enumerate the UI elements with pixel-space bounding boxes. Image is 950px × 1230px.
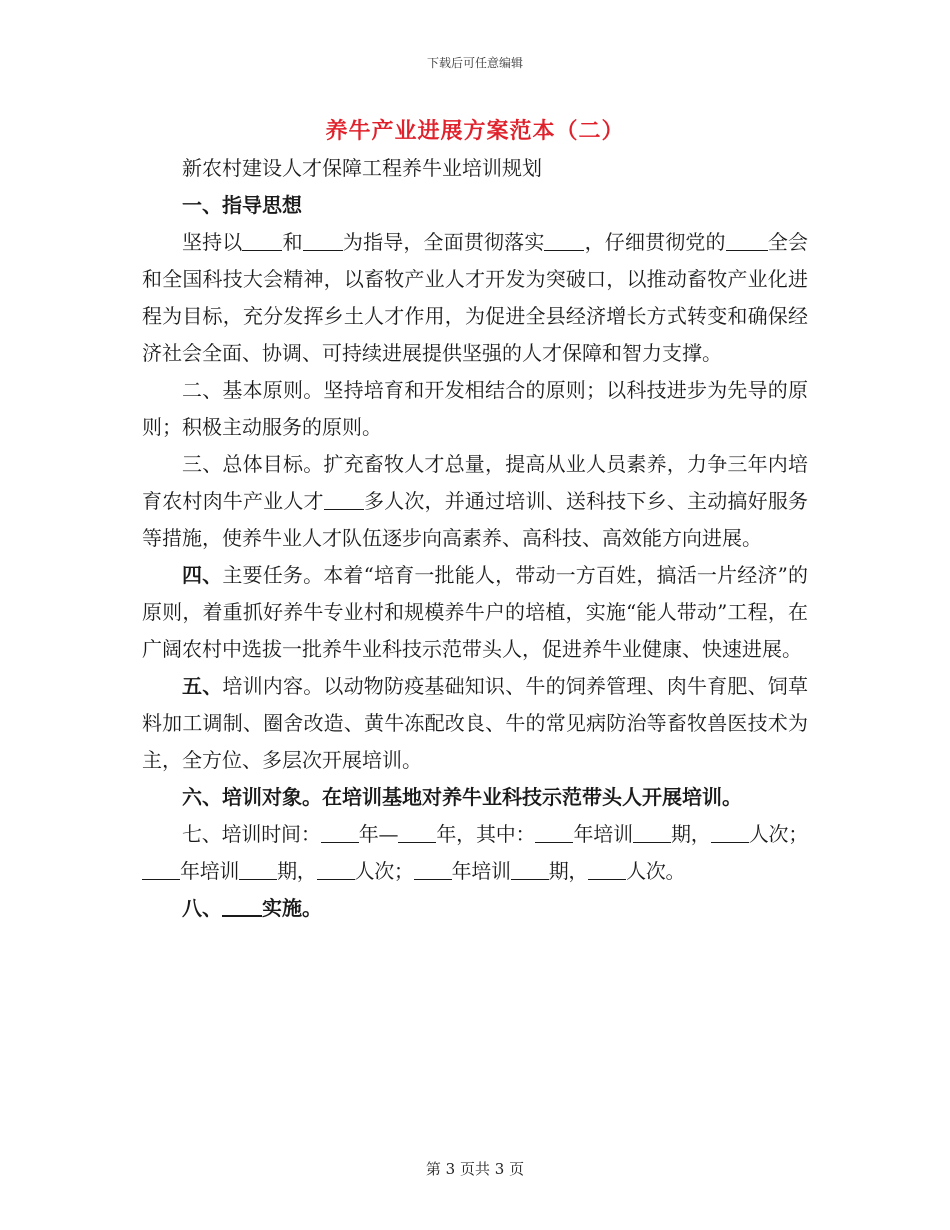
page-footer: 第 3 页共 3 页 <box>425 1160 525 1178</box>
text-run: 年培训 <box>573 822 633 846</box>
section-6-paragraph: 六、培训对象。在培训基地对养牛业科技示范带头人开展培训。 <box>182 785 742 809</box>
blank-line <box>398 820 436 843</box>
blank-line <box>242 228 282 251</box>
text-run: 坚持以 <box>182 230 243 254</box>
text-run: 七、培训时间： <box>182 822 321 846</box>
text-run: 人次。 <box>626 859 686 883</box>
text-run: 期， <box>548 859 589 883</box>
blank-line <box>324 487 364 510</box>
blank-line <box>711 820 749 843</box>
text-run: 年 <box>358 822 379 846</box>
text-run: 多人次，并通过培训、送科技下乡、主动搞好服务等措施，使养牛业人才队伍逐步向高素养、高科技、高效能方向进展。 <box>142 489 809 550</box>
text-run: 期， <box>670 822 711 846</box>
section-4-number: 四、 <box>182 563 223 587</box>
section-5-number: 五、 <box>182 674 223 698</box>
blank-line <box>414 857 452 880</box>
blank-line <box>142 857 180 880</box>
blank-line <box>321 820 359 843</box>
section-1-heading: 一、指导思想 <box>182 193 302 217</box>
subtitle: 新农村建设人才保障工程养牛业培训规划 <box>182 156 542 180</box>
text-run: — <box>378 822 399 846</box>
text-run: 主要任务。本着“培育一批能人，带动一方百姓，搞活一片经济”的原则，着重抓好养牛专业村和规模养牛户的培植，实施“能人带动”工程，在广阔农村中选拔一批养牛业科技示范带头人，促进养牛业健康、快速进展。 <box>142 563 808 661</box>
blank-line <box>511 857 549 880</box>
text-run: 年培训 <box>180 859 240 883</box>
blank-line <box>535 820 573 843</box>
blank-line <box>222 893 262 917</box>
blank-line <box>239 857 277 880</box>
text-run: 人次； <box>748 822 809 846</box>
section-8-paragraph <box>142 890 808 927</box>
section-7-paragraph <box>142 816 808 890</box>
blank-line <box>544 228 584 251</box>
text-run: 年培训 <box>451 859 511 883</box>
section-1-paragraph <box>142 224 808 372</box>
text-run: 期， <box>277 859 317 883</box>
text-run: 全会和全国科技大会精神，以畜牧产业人才开发为突破口，以推动畜牧产业化进程为目标，充分发挥乡土人才作用，为促进全县经济增长方式转变和确保经济社会全面、协调、可持续进展提供坚强的人才保障和智力支撑。 <box>142 230 809 365</box>
section-4-paragraph <box>142 557 808 668</box>
section-5-paragraph <box>142 668 808 779</box>
section-2-paragraph: 二、基本原则。坚持培育和开发相结合的原则；以科技进步为先导的原则；积极主动服务的原则。 <box>142 378 808 439</box>
header-note: 下载后可任意编辑 <box>426 56 523 70</box>
blank-line <box>303 228 343 251</box>
text-run: 人次； <box>354 859 414 883</box>
section-3-paragraph <box>142 446 808 557</box>
text-run: 和 <box>282 230 303 254</box>
document-title: 养牛产业进展方案范本（二） <box>325 118 625 144</box>
text-run: 为指导，全面贯彻落实 <box>342 230 545 254</box>
text-run: ，仔细贯彻党的 <box>584 230 726 254</box>
blank-line <box>317 857 355 880</box>
blank-line <box>588 857 626 880</box>
blank-line <box>633 820 671 843</box>
text-run: 三、总体目标。扩充畜牧人才总量，提高从业人员素养，力争三年内培育农村肉牛产业人才 <box>142 452 808 513</box>
blank-line <box>726 228 768 251</box>
text-run: 培训内容。以动物防疫基础知识、牛的饲养管理、肉牛育肥、饲草料加工调制、圈舍改造、黄牛冻配改良、牛的常见病防治等畜牧兽医技术为主，全方位、多层次开展培训。 <box>142 674 809 772</box>
text-run: 年，其中： <box>436 822 536 846</box>
document-body <box>142 150 808 927</box>
text-run: 实施。 <box>262 896 322 920</box>
text-run: 八、 <box>182 896 222 920</box>
